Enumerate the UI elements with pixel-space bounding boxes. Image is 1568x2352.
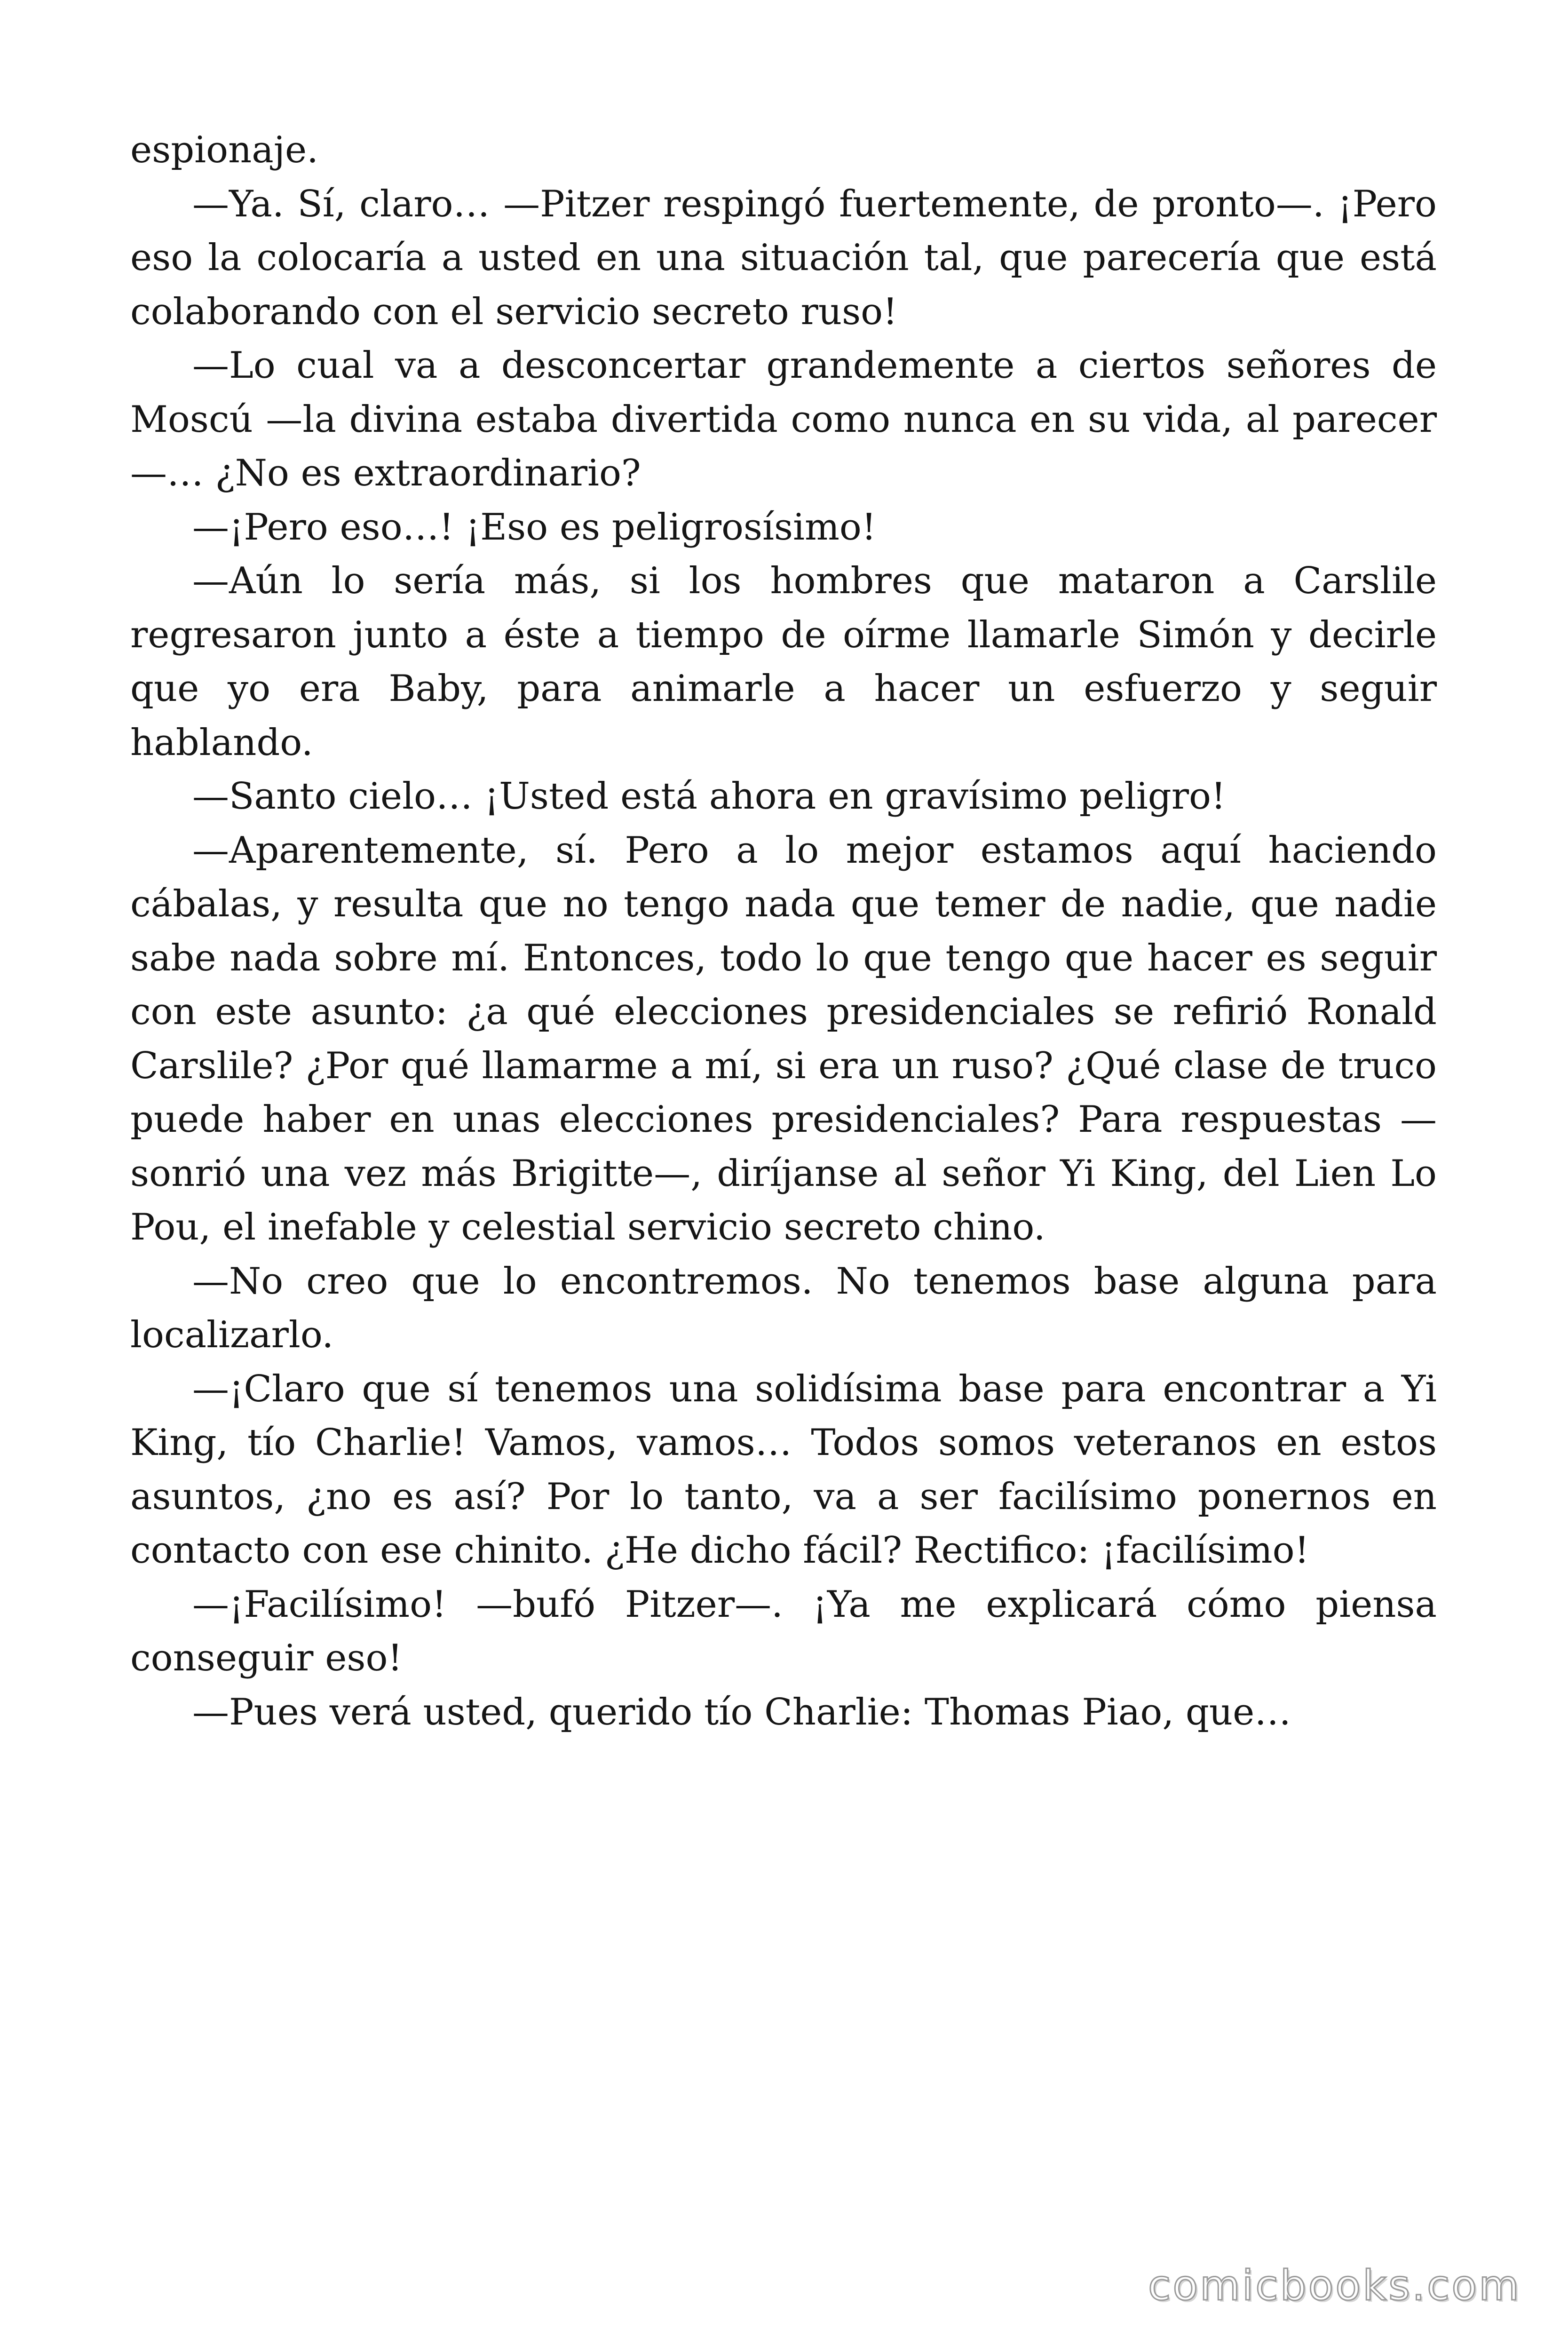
paragraph: —Lo cual va a desconcertar grandemente a ciertos señores de Moscú —la divina estaba divertida como nunca en su vida, al parecer—… ¿No es extraordinario? [130,344,1437,494]
paragraph-continuation: espionaje. [130,129,318,171]
paragraph: —¡Claro que sí tenemos una solidísima base para encontrar a Yi King, tío Charlie! Vamos, vamos… Todos somos veteranos en estos asuntos, ¿no es así? Por lo tanto, va a ser facilísimo ponernos en contacto con ese chinito. ¿He dicho fácil? Rectifico: ¡facilísimo! [130,1367,1437,1572]
paragraph: —No creo que lo encontremos. No tenemos base alguna para localizarlo. [130,1260,1437,1356]
paragraph: —Santo cielo… ¡Usted está ahora en gravísimo peligro! [192,775,1226,818]
paragraph: —¡Pero eso…! ¡Eso es peligrosísimo! [192,506,877,548]
paragraph: —Ya. Sí, claro… —Pitzer respingó fuertemente, de pronto—. ¡Pero eso la colocaría a usted en una situación tal, que parecería que está colaborando con el servicio secreto ruso! [130,183,1437,333]
body-text [130,123,1437,1739]
paragraph: —¡Facilísimo! —bufó Pitzer—. ¡Ya me explicará cómo piensa conseguir eso! [130,1583,1437,1679]
paragraph: —Pues verá usted, querido tío Charlie: Thomas Piao, que… [192,1691,1291,1733]
paragraph: —Aparentemente, sí. Pero a lo mejor estamos aquí haciendo cábalas, y resulta que no tengo nada que temer de nadie, que nadie sabe nada sobre mí. Entonces, todo lo que tengo que hacer es seguir con este asunto: ¿a qué elecciones presidenciales se refirió Ronald Carslile? ¿Por qué llamarme a mí, si era un ruso? ¿Qué clase de truco puede haber en unas elecciones presidenciales? Para respuestas —sonrió una vez más Brigitte—, diríjanse al señor Yi King, del Lien Lo Pou, el inefable y celestial servicio secreto chino. [130,829,1437,1248]
watermark: comicbooks.com [1148,2261,1521,2310]
paragraph: —Aún lo sería más, si los hombres que mataron a Carslile regresaron junto a éste a tiempo de oírme llamarle Simón y decirle que yo era Baby, para animarle a hacer un esfuerzo y seguir hablando. [130,560,1437,764]
